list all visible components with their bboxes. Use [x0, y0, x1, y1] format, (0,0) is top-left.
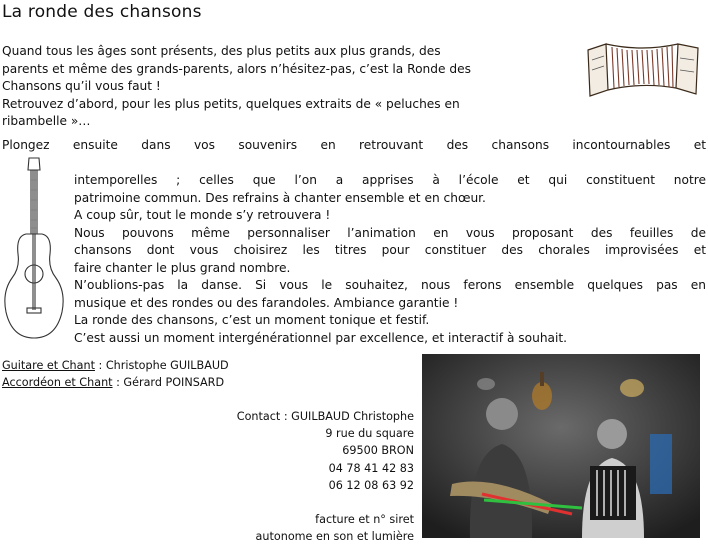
text-line: Quand tous les âges sont présents, des plus petits aux plus grands, des — [2, 44, 441, 58]
text-line: Retrouvez d’abord, pour les plus petits, quelques extraits de « peluches en — [2, 96, 460, 111]
text-line: Chansons qu’il vous faut ! — [2, 79, 161, 93]
credits — [2, 358, 229, 391]
text-line: Plongez ensuite dans vos souvenirs en retrouvant des chansons incontournables et — [2, 138, 706, 152]
contact-line: 9 rue du square — [325, 427, 414, 441]
credit-role: Guitare et Chant — [2, 359, 95, 372]
text-line: Nous pouvons même personnaliser l’animation en vous proposant des feuilles de — [74, 225, 706, 240]
contact-line — [154, 494, 414, 511]
text-line: N’oublions-pas la danse. Si vous le souhaitez, nous ferons ensemble quelques pas en — [74, 278, 706, 292]
intro-paragraph — [2, 43, 570, 131]
credit-guitar — [2, 358, 229, 375]
performers-photo — [422, 354, 700, 538]
contact-line: 04 78 41 42 83 — [328, 461, 414, 475]
page-title: La ronde des chansons — [2, 2, 202, 22]
credit-name: : Gérard POINSARD — [112, 375, 225, 389]
text-line: patrimoine commun. Des refrains à chanter ensemble et en chœur. — [74, 190, 486, 205]
text-line: La ronde des chansons, c’est un moment tonique et festif. — [74, 313, 430, 327]
text-line: chansons dont vous choisirez les titres pour constituer des chorales improvisées et — [74, 243, 706, 257]
body-paragraph — [74, 172, 706, 347]
text-line: A coup sûr, tout le monde s’y retrouvera ! — [74, 208, 331, 222]
credit-role: Accordéon et Chant — [2, 375, 113, 389]
contact-block — [154, 408, 414, 546]
guitar-sketch — [0, 156, 68, 342]
credit-name: : Christophe GUILBAUD — [94, 359, 229, 372]
credit-accordion — [2, 375, 229, 392]
text-line: ribambelle »… — [2, 114, 91, 128]
contact-line: facture et n° siret — [315, 513, 414, 527]
text-line: C’est aussi un moment intergénérationnel par excellence, et interactif à souhait. — [74, 330, 568, 345]
text-line: intemporelles ; celles que l’on a apprises à l’école et qui constituent notre — [74, 173, 706, 187]
contact-line: 06 12 08 63 92 — [328, 478, 414, 492]
accordion-sketch — [582, 38, 704, 100]
contact-line: 69500 BRON — [342, 444, 414, 458]
contact-line: Contact : GUILBAUD Christophe — [236, 410, 414, 423]
plongez-line — [2, 137, 706, 155]
text-line: faire chanter le plus grand nombre. — [74, 260, 291, 275]
contact-line: autonome en son et lumière — [255, 530, 414, 544]
text-line: musique et des rondes ou des farandoles. Ambiance garantie ! — [74, 295, 459, 310]
text-line: parents et même des grands-parents, alors n’hésitez-pas, c’est la Ronde des — [2, 61, 471, 76]
